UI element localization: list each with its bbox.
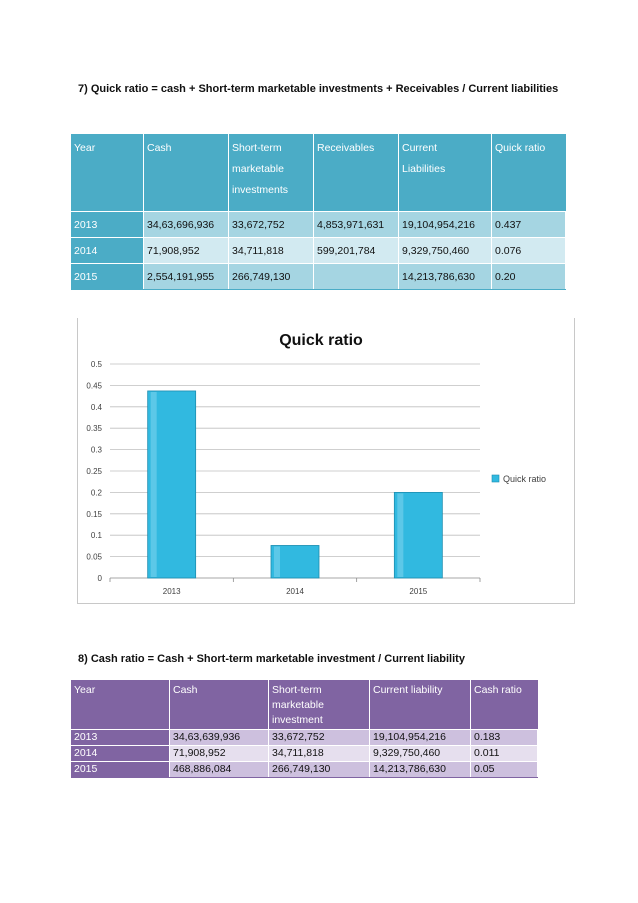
cell-short-term: 34,711,818: [269, 746, 370, 762]
cell-current-liability: 14,213,786,630: [370, 762, 471, 778]
cell-cash: 34,63,696,936: [144, 212, 229, 238]
cell-quick-ratio: 0.076: [492, 238, 566, 264]
legend-swatch: [492, 475, 499, 482]
bar-highlight: [151, 392, 157, 577]
quick-ratio-table: [71, 134, 566, 290]
chart-bars: [148, 391, 443, 578]
y-tick-label: 0.35: [86, 424, 102, 434]
col-header-year: Year: [71, 680, 170, 730]
cell-cash-ratio: 0.183: [471, 730, 538, 746]
cell-year: 2014: [71, 238, 144, 264]
quick-ratio-heading: 7) Quick ratio = cash + Short-term marketable investments + Receivables / Current liabilities: [78, 83, 559, 95]
chart-y-ticks: [86, 360, 102, 583]
cell-cash-ratio: 0.05: [471, 762, 538, 778]
col-header-short-term: [269, 680, 370, 730]
y-tick-label: 0.3: [90, 445, 102, 455]
cell-quick-ratio: 0.437: [492, 212, 566, 238]
cash-ratio-heading: 8) Cash ratio = Cash + Short-term marketable investment / Current liability: [78, 653, 465, 665]
y-tick-label: 0.4: [90, 402, 102, 412]
quick-ratio-chart: [77, 318, 575, 604]
x-tick-label: 2014: [286, 587, 304, 596]
table-header-row: [71, 134, 566, 212]
col-header-current-liabilities-label: Current Liabilities: [402, 142, 446, 175]
cell-cash-ratio: 0.011: [471, 746, 538, 762]
y-tick-label: 0.45: [86, 381, 102, 391]
col-header-year: Year: [71, 134, 144, 212]
table-row: [71, 212, 566, 238]
cell-cash: 468,886,084: [170, 762, 269, 778]
cell-receivables: 599,201,784: [314, 238, 399, 264]
col-header-cash: Cash: [170, 680, 269, 730]
cell-year: 2013: [71, 212, 144, 238]
cell-short-term: 34,711,818: [229, 238, 314, 264]
y-tick-label: 0.5: [90, 360, 102, 369]
cell-short-term: 266,749,130: [229, 264, 314, 290]
table-row: [71, 730, 538, 746]
y-tick-label: 0.25: [86, 467, 102, 476]
col-header-current-liabilities: [399, 134, 492, 212]
col-header-current-liability: Current liability: [370, 680, 471, 730]
cell-receivables: 4,853,971,631: [314, 212, 399, 238]
col-header-short-term-label: Short-term marketable investment: [272, 684, 324, 726]
y-tick-label: 0: [97, 574, 102, 583]
table-header-row: [71, 680, 538, 730]
y-tick-label: 0.2: [90, 488, 102, 498]
table-row: [71, 746, 538, 762]
cell-year: 2013: [71, 730, 170, 746]
bar-highlight: [274, 546, 280, 577]
cell-cash: 2,554,191,955: [144, 264, 229, 290]
col-header-short-term: [229, 134, 314, 212]
chart-title: Quick ratio: [279, 332, 363, 349]
cell-short-term: 266,749,130: [269, 762, 370, 778]
cell-short-term: 33,672,752: [269, 730, 370, 746]
col-header-quick-ratio: Quick ratio: [492, 134, 566, 212]
cell-receivables: [314, 264, 399, 290]
cell-cash: 71,908,952: [170, 746, 269, 762]
table-row: [71, 238, 566, 264]
table-row: [71, 264, 566, 290]
cell-cash: 34,63,639,936: [170, 730, 269, 746]
cell-year: 2014: [71, 746, 170, 762]
cell-current-liabilities: 14,213,786,630: [399, 264, 492, 290]
y-tick-label: 0.1: [90, 531, 102, 541]
bar-highlight: [397, 493, 403, 577]
col-header-cash-ratio: Cash ratio: [471, 680, 538, 730]
cell-quick-ratio: 0.20: [492, 264, 566, 290]
cell-current-liabilities: 19,104,954,216: [399, 212, 492, 238]
chart-legend: [492, 474, 546, 484]
cell-current-liability: 19,104,954,216: [370, 730, 471, 746]
cell-year: 2015: [71, 264, 144, 290]
cell-short-term: 33,672,752: [229, 212, 314, 238]
x-tick-label: 2013: [162, 587, 181, 596]
cash-ratio-table: [71, 680, 538, 778]
legend-label: Quick ratio: [503, 474, 547, 484]
y-tick-label: 0.15: [86, 509, 102, 519]
col-header-cash: Cash: [144, 134, 229, 212]
cell-year: 2015: [71, 762, 170, 778]
table-row: [71, 762, 538, 778]
y-tick-label: 0.05: [86, 552, 102, 562]
chart-svg: [78, 318, 574, 603]
x-tick-label: 2015: [409, 587, 428, 596]
col-header-short-term-label: Short-term marketable investments: [232, 142, 289, 196]
chart-x-ticks: [163, 587, 428, 596]
cell-current-liability: 9,329,750,460: [370, 746, 471, 762]
cell-cash: 71,908,952: [144, 238, 229, 264]
cell-current-liabilities: 9,329,750,460: [399, 238, 492, 264]
col-header-receivables: Receivables: [314, 134, 399, 212]
